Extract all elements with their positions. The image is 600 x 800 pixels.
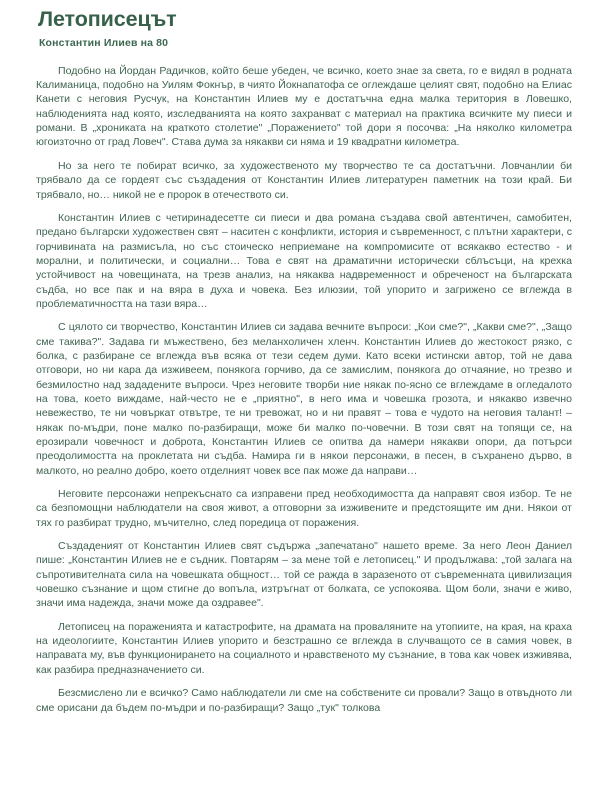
paragraph: Подобно на Йордан Радичков, който беше убеден, че всичко, което знае за света, го е видял в родната Калиманица, подобно на Уилям Фокнър, в чиято Йокнапатофа се оглеждаше целият свят, подобно на Елиас Канети с неговия Русчук, на Константин Илиев му е достатъчна една малка територия в Ловешко, наблюденията над която, изследванията на която захранват с материал на практика всичките му пиеси и романи. В „хрониката на краткото столетие" „Поражението" той дори я посочва: „На няколко километра югоизточно от град Ловеч". Става дума за някакви си няма и 19 квадратни километра.	[36, 64, 572, 149]
paragraph: Летописец на пораженията и катастрофите, на драмата на проваляните на утопиите, на края, на краха на идеологиите, Константин Илиев упорито и безстрашно се вглежда в случващото се в самия човек, в направата му, във функционирането на социалното и нравственото му съзнание, в това как човек изживява, как разбира предназначението си.	[36, 620, 572, 676]
page-subtitle: Константин Илиев на 80	[39, 37, 169, 50]
article-body	[36, 64, 572, 715]
paragraph: Безсмислено ли е всичко? Само наблюдатели ли сме на собствените си провали? Защо в отвъдното ли сме орисани да бъдем по-мъдри и по-разбиращи? Защо „тук" толкова	[36, 687, 572, 714]
paragraph: Константин Илиев с четиринадесетте си пиеси и два романа създава свой автентичен, самобитен, предано български художествен свят – наситен с конфликти, история и съвременност, с плътни характери, с горчивината на размисъла, но със стоическо неприемане на компромисите от всякакво естество - и морални, и политически, и социални… Това е свят на драматични исторически сблъсъци, на крехка устойчивост на човещината, на трезв анализ, на някаква надвременност и обреченост на българската съдба, но все пак и на вяра в духа и човека. Без илюзии, той упорито и загрижено се вглежда в проблематичността на тази вяра…	[36, 211, 572, 310]
paragraph: Създаденият от Константин Илиев свят съдържа „запечатано" нашето време. За него Леон Даниел пише: „Константин Илиев не е съдник. Повтарям – за мене той е летописец." И продължава: „той залага на съпротивителната сила на човешката общност… той се ражда в заразеното от съвременната цивилизация човешко съзнание и щом стигне до вопъла, изтръгнат от болката, се успокоява. Щом боли, значи е живо, значи има надежда, значи може да оздравее".	[36, 540, 572, 610]
paragraph: Но за него те побират всичко, за художественото му творчество те са достатъчни. Ловчанлии би трябвало да се гордеят със създадения от Константин Илиев литературен паметник на този край. Би трябвало, но… никой не е пророк в отечеството си.	[36, 159, 572, 201]
paragraph: С цялото си творчество, Константин Илиев си задава вечните въпроси: „Кои сме?", „Какви сме?", „Защо сме такива?". Задава ги мъжествено, без меланхоличен хленч. Константин Илиев до жестокост рязко, с болка, с разбиране се вглежда във всяка от тези седем думи. Като всеки истински автор, той не дава отговори, но ни кара да изживеем, понякога горчиво, да се замислим, понякога до отчаяние, но трезво и безмилостно над зададените въпроси. Чрез неговите творби ние някак по-ясно се вглеждаме в огледалото на това, което виждаме, най-често не е „приятно", в него има и човешка грозота, и някакво извечно невежество, те ни човъркат отвътре, те ни тревожат, но и ни правят – това е чудото на неговия талант! – някак по-мъдри, поне малко по-разбиращи, може би малко по-човечни. В този свят на топящи се, на ерозирали човечност и доброта, Константин Илиев се опитва да намери някакви опори, да потърси преодолимостта на проклетата ни съдба. Намира ги в някои персонажи, в песен, в съхранено дърво, в малкото, но реално добро, което отделният човек все пак може да направи…	[36, 321, 572, 477]
page-title: Летописецът	[38, 7, 177, 31]
paragraph: Неговите персонажи непрекъснато са изправени пред необходимостта да направят своя избор. Те не са безпомощни наблюдатели на своя живот, а отговорни за изживените и предстоящите им дни. Някои от тях го разбират трудно, мъчително, след поредица от поражения.	[36, 488, 572, 529]
